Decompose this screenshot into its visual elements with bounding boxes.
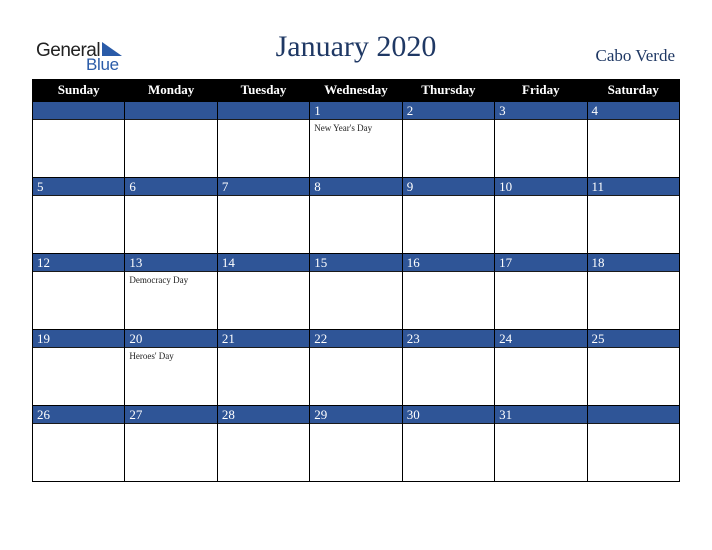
day-number: 3 xyxy=(495,102,586,120)
day-cell xyxy=(587,330,679,406)
week-row xyxy=(33,102,680,178)
day-cell xyxy=(217,406,309,482)
day-cell xyxy=(310,102,402,178)
day-cell xyxy=(495,254,587,330)
weekday-saturday: Saturday xyxy=(587,79,679,102)
day-number: 24 xyxy=(495,330,586,348)
day-cell xyxy=(402,330,494,406)
day-number: 9 xyxy=(403,178,494,196)
day-number xyxy=(33,102,124,120)
weekday-wednesday: Wednesday xyxy=(310,79,402,102)
day-cell xyxy=(587,178,679,254)
day-number xyxy=(588,406,679,424)
calendar-grid xyxy=(32,79,680,482)
day-number: 7 xyxy=(218,178,309,196)
day-cell xyxy=(310,254,402,330)
day-cell xyxy=(33,406,125,482)
day-cell xyxy=(125,254,217,330)
day-cell xyxy=(217,102,309,178)
day-number: 22 xyxy=(310,330,401,348)
day-cell xyxy=(125,102,217,178)
day-cell xyxy=(125,178,217,254)
week-row xyxy=(33,254,680,330)
day-cell xyxy=(33,178,125,254)
day-cell xyxy=(402,178,494,254)
day-cell xyxy=(310,178,402,254)
day-number: 10 xyxy=(495,178,586,196)
week-row xyxy=(33,330,680,406)
day-number: 31 xyxy=(495,406,586,424)
day-cell xyxy=(217,254,309,330)
logo-blue-text: Blue xyxy=(86,55,119,74)
day-number: 14 xyxy=(218,254,309,272)
day-number: 2 xyxy=(403,102,494,120)
day-number: 11 xyxy=(588,178,679,196)
week-row xyxy=(33,406,680,482)
day-number: 13 xyxy=(125,254,216,272)
day-number: 1 xyxy=(310,102,401,120)
day-number: 20 xyxy=(125,330,216,348)
logo-general-text: General xyxy=(36,40,101,61)
day-cell xyxy=(402,406,494,482)
day-number: 19 xyxy=(33,330,124,348)
day-number: 30 xyxy=(403,406,494,424)
day-cell xyxy=(33,330,125,406)
day-cell xyxy=(310,330,402,406)
country-label: Cabo Verde xyxy=(595,46,675,65)
week-row xyxy=(33,178,680,254)
day-cell xyxy=(310,406,402,482)
weekday-monday: Monday xyxy=(125,79,217,102)
day-cell xyxy=(495,178,587,254)
day-cell xyxy=(125,330,217,406)
day-cell xyxy=(495,330,587,406)
day-cell xyxy=(217,178,309,254)
day-number: 28 xyxy=(218,406,309,424)
day-number: 18 xyxy=(588,254,679,272)
day-number: 21 xyxy=(218,330,309,348)
day-number: 15 xyxy=(310,254,401,272)
day-cell xyxy=(495,102,587,178)
day-number: 27 xyxy=(125,406,216,424)
holiday-label: Heroes' Day xyxy=(129,351,174,361)
day-number: 4 xyxy=(588,102,679,120)
day-number: 16 xyxy=(403,254,494,272)
day-cell xyxy=(33,254,125,330)
weekday-header-row xyxy=(33,79,680,102)
day-number: 23 xyxy=(403,330,494,348)
day-number: 6 xyxy=(125,178,216,196)
day-number: 8 xyxy=(310,178,401,196)
day-number: 25 xyxy=(588,330,679,348)
day-cell xyxy=(587,254,679,330)
holiday-label: New Year's Day xyxy=(314,123,373,133)
day-number: 26 xyxy=(33,406,124,424)
day-number xyxy=(125,102,216,120)
day-number: 29 xyxy=(310,406,401,424)
holiday-label: Democracy Day xyxy=(129,275,189,285)
day-cell xyxy=(125,406,217,482)
day-cell xyxy=(33,102,125,178)
calendar-title: January 2020 xyxy=(275,30,437,63)
weekday-friday: Friday xyxy=(495,79,587,102)
weekday-thursday: Thursday xyxy=(402,79,494,102)
weekday-tuesday: Tuesday xyxy=(217,79,309,102)
day-cell xyxy=(402,254,494,330)
day-cell xyxy=(495,406,587,482)
day-cell xyxy=(587,102,679,178)
day-number: 12 xyxy=(33,254,124,272)
weekday-sunday: Sunday xyxy=(33,79,125,102)
day-number xyxy=(218,102,309,120)
day-cell xyxy=(402,102,494,178)
day-cell xyxy=(587,406,679,482)
day-number: 5 xyxy=(33,178,124,196)
day-cell xyxy=(217,330,309,406)
day-number: 17 xyxy=(495,254,586,272)
